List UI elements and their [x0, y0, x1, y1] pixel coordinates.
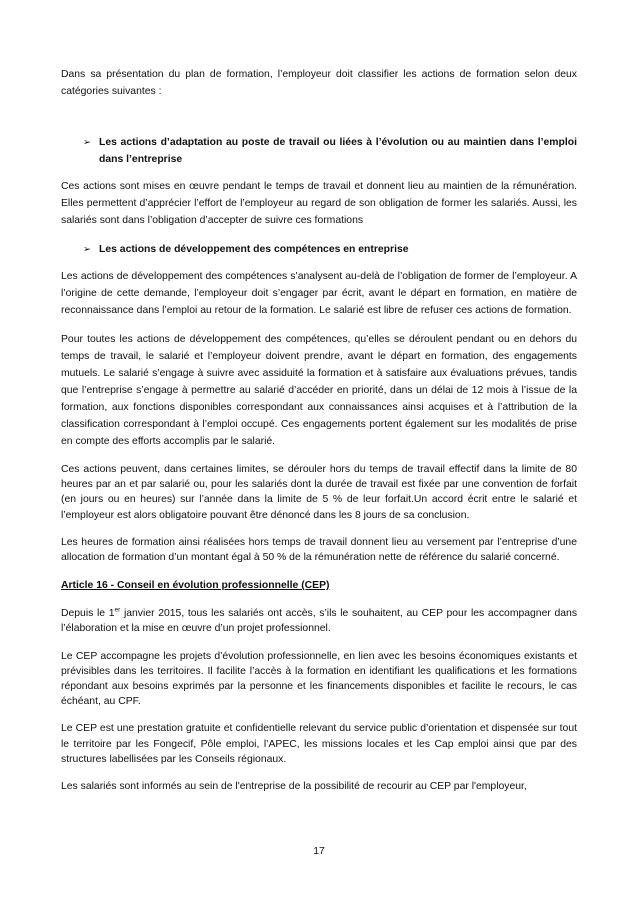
- arrow-bullet-icon: ➢: [83, 244, 91, 255]
- bullet-adaptation-actions: [61, 134, 577, 168]
- adaptation-paragraph: Ces actions sont mises en œuvre pendant le temps de travail et donnent lieu au maintien de la rémunération. Elles permettent d’apprécier l’effort de l’employeur au regard de son obligation de former les salariés. Aussi, les salariés sont dans l’obligation d’accepter de suivre ces formations: [61, 181, 577, 226]
- allowance-paragraph: Les heures de formation ainsi réalisées hors temps de travail donnent lieu au versement par l’entreprise d’une allocation de formation d’un montant égal à 50 % de la rémunération nette de référence du salarié concerné.: [61, 536, 577, 564]
- ordinal-suffix: er: [114, 606, 121, 614]
- bullet-text: Les actions d’adaptation au poste de travail ou liées à l’évolution ou au maintien dans l’emploi dans l’entreprise: [99, 137, 577, 165]
- cep-service-paragraph: Le CEP est une prestation gratuite et confidentielle relevant du service public d’orientation et dispensée sur tout le territoire par les Fongecif, Pôle emploi, l’APEC, les missions locales et les Cap emploi ainsi que par des structures labellisées par les Conseils régionaux.: [61, 723, 577, 765]
- commitments-paragraph: Pour toutes les actions de développement des compétences, qu’elles se déroulent pendant ou en dehors du temps de travail, le salarié et l’employeur doivent prendre, avant le départ en formation, des engagements mutuels. Le salarié s’engage à suivre avec assiduité la formation et à satisfaire aux évaluations prévues, tandis que l’entreprise s’engage à permettre au salarié d’accéder en priorité, dans un délai de 12 mois à l’issue de la formation, aux fonctions disponibles correspondant aux connaissances ainsi acquises et à l’attribution de la classification correspondant à l’emploi occupé. Ces engagements portent également sur les modalités de prise en compte des efforts accomplis par le salarié.: [61, 334, 577, 447]
- cep-information-paragraph: Les salariés sont informés au sein de l'entreprise de la possibilité de recourir au CEP par l'employeur,: [61, 781, 527, 793]
- arrow-bullet-icon: ➢: [83, 137, 91, 148]
- development-paragraph: Les actions de développement des compétences s’analysent au-delà de l’obligation de former de l’employeur. A l’origine de cette demande, l’employeur doit s’engager par écrit, avant le départ en formation, en matière de reconnaissance dans l’emploi au retour de la formation. Le salarié est libre de refuser ces actions de formation.: [61, 271, 577, 316]
- cep-intro-text-end: janvier 2015, tous les salariés ont accès, s’ils le souhaitent, au CEP pour les accompagner dans l’élaboration et la mise en œuvre d’un projet professionnel.: [61, 608, 578, 635]
- intro-paragraph: Dans sa présentation du plan de formation, l’employeur doit classifier les actions de formation selon deux catégories suivantes :: [61, 69, 577, 97]
- cep-support-paragraph: Le CEP accompagne les projets d’évolution professionnelle, en lien avec les besoins économiques existants et prévisibles dans les territoires. Il facilite l’accès à la formation en identifiant les qualifications et les formations répondant aux besoins exprimés par la personne et les financements disponibles et facilite le recours, le cas échéant, au CPF.: [61, 650, 577, 708]
- bullet-development-actions: [61, 241, 577, 258]
- spacer: [61, 112, 577, 134]
- out-of-hours-paragraph: Ces actions peuvent, dans certaines limites, se dérouler hors du temps de travail effectif dans la limite de 80 heures par an et par salarié ou, pour les salariés dont la durée de travail est fixée par une convention de forfait (en jours ou en heures) sur l’année dans la limite de 5 % de leur forfait.Un accord écrit entre le salarié et l’employeur est alors obligatoire pouvant être dénoncé dans les 8 jours de sa conclusion.: [61, 464, 577, 521]
- page-number: 17: [313, 846, 325, 857]
- cep-intro-paragraph: [61, 606, 577, 636]
- page-content: [61, 66, 577, 806]
- article-16-heading: Article 16 - Conseil en évolution professionnelle (CEP): [61, 580, 330, 592]
- bullet-text: Les actions de développement des compétences en entreprise: [99, 244, 409, 255]
- cep-intro-text-start: Depuis le 1: [61, 608, 115, 620]
